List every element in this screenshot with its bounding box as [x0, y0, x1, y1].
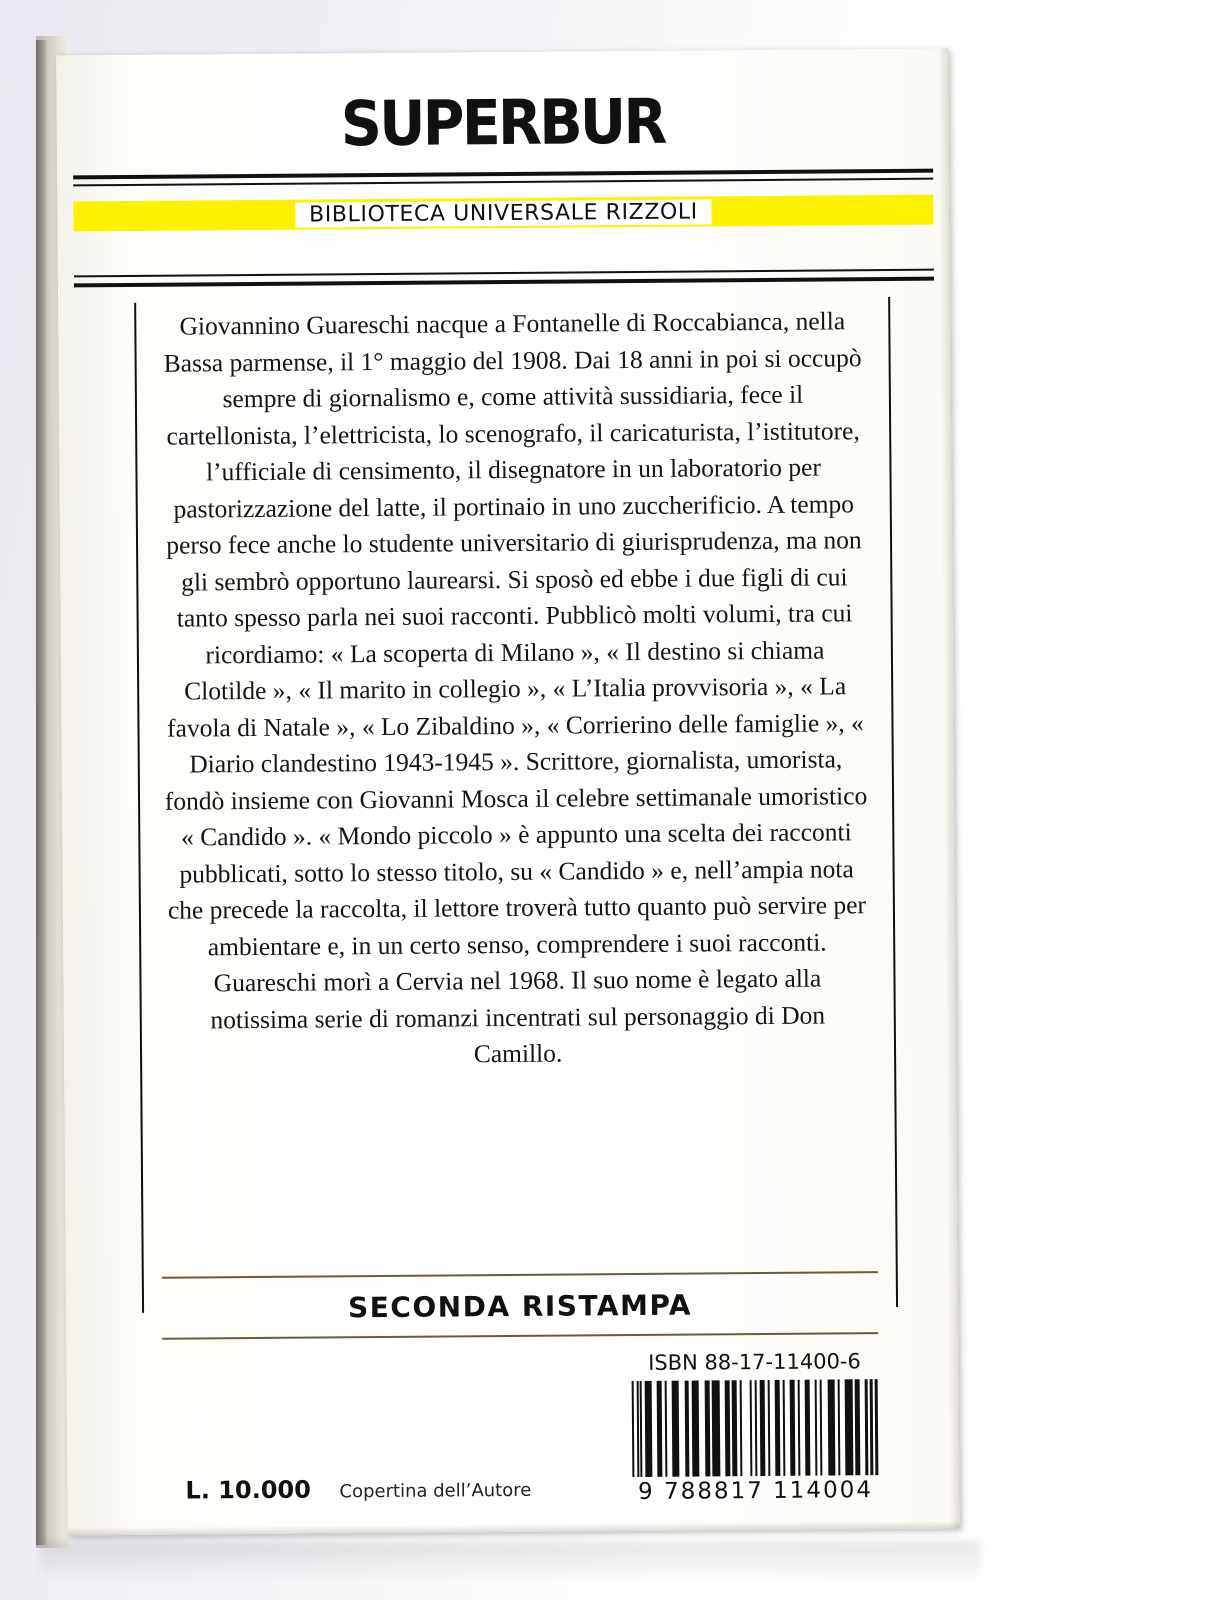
isbn-block: [614, 1349, 895, 1505]
edition-label: SECONDA RISTAMPA: [347, 1288, 693, 1325]
publisher-band-text: BIBLIOTECA UNIVERSALE RIZZOLI: [295, 199, 712, 227]
cover-credit: Copertina dell’Autore: [339, 1479, 532, 1503]
book-back-cover: [56, 49, 960, 1536]
frame-rule-left: [134, 303, 144, 1313]
barcode-image: [632, 1379, 879, 1477]
header-rule-top-thin: [73, 178, 933, 187]
price-label: L. 10.000: [185, 1475, 311, 1505]
book-spine-shadow: [36, 40, 47, 1545]
cover-surface: [56, 49, 960, 1536]
blurb-frame: [134, 297, 898, 1263]
publisher-band-label: [73, 193, 933, 234]
superbur-logo: SUPERBUR: [340, 84, 665, 161]
header-rule-bottom-thin: [74, 269, 934, 278]
book-drop-shadow: [40, 1542, 980, 1582]
author-blurb: Giovannino Guareschi nacque a Fontanelle di Roccabianca, nella Bassa parmense, il 1° maggio del 1908. Dai 18 anni in poi si occupò sempre di giornalismo e, come attività sussidiaria, fece il cartellonista, l’elettricista, lo scenografo, il caricaturista, l’istitutore, l’ufficiale di censimento, il disegnatore in un laboratorio per pastorizzazione del latte, il portinaio in uno zuccherificio. A tempo perso fece anche lo studente universitario di giurisprudenza, ma non gli sembrò opportuno laurearsi. Si sposò ed ebbe i due figli di cui tanto spesso parla nei suoi racconti. Pubblicò molti volumi, tra cui ricordiamo: « La scoperta di Milano », « Il destino si chiama Clotilde », « Il marito in collegio », « L’Italia provvisoria », « La favola di Natale », « Lo Zibaldino », « Corrierino delle famiglie », « Diario clandestino 1943-1945 ». Scrittore, giornalista, umorista, fondò insieme con Giovanni Mosca il celebre settimanale umoristico « Candido ». « Mondo piccolo » è appunto una scelta dei racconti pubblicati, sotto lo stesso titolo, su « Candido » e, nell’ampia nota che precede la raccolta, il lettore troverà tutto quanto può servire per ambientare e, in un certo senso, comprendere i suoi racconti. Guareschi morì a Cervia nel 1968. Il suo nome è legato alla notissima serie di romanzi incentrati sul personaggio di Don Camillo.: [163, 306, 868, 1069]
header-rule-bottom-thick: [74, 277, 934, 288]
logo-row: [64, 77, 941, 180]
frame-rule-right: [888, 297, 898, 1307]
barcode-digits: 9 788817 114004: [637, 1477, 874, 1505]
isbn-label: ISBN 88-17-11400-6: [648, 1349, 861, 1375]
edition-block: [162, 1271, 878, 1340]
publisher-header: [64, 77, 941, 228]
